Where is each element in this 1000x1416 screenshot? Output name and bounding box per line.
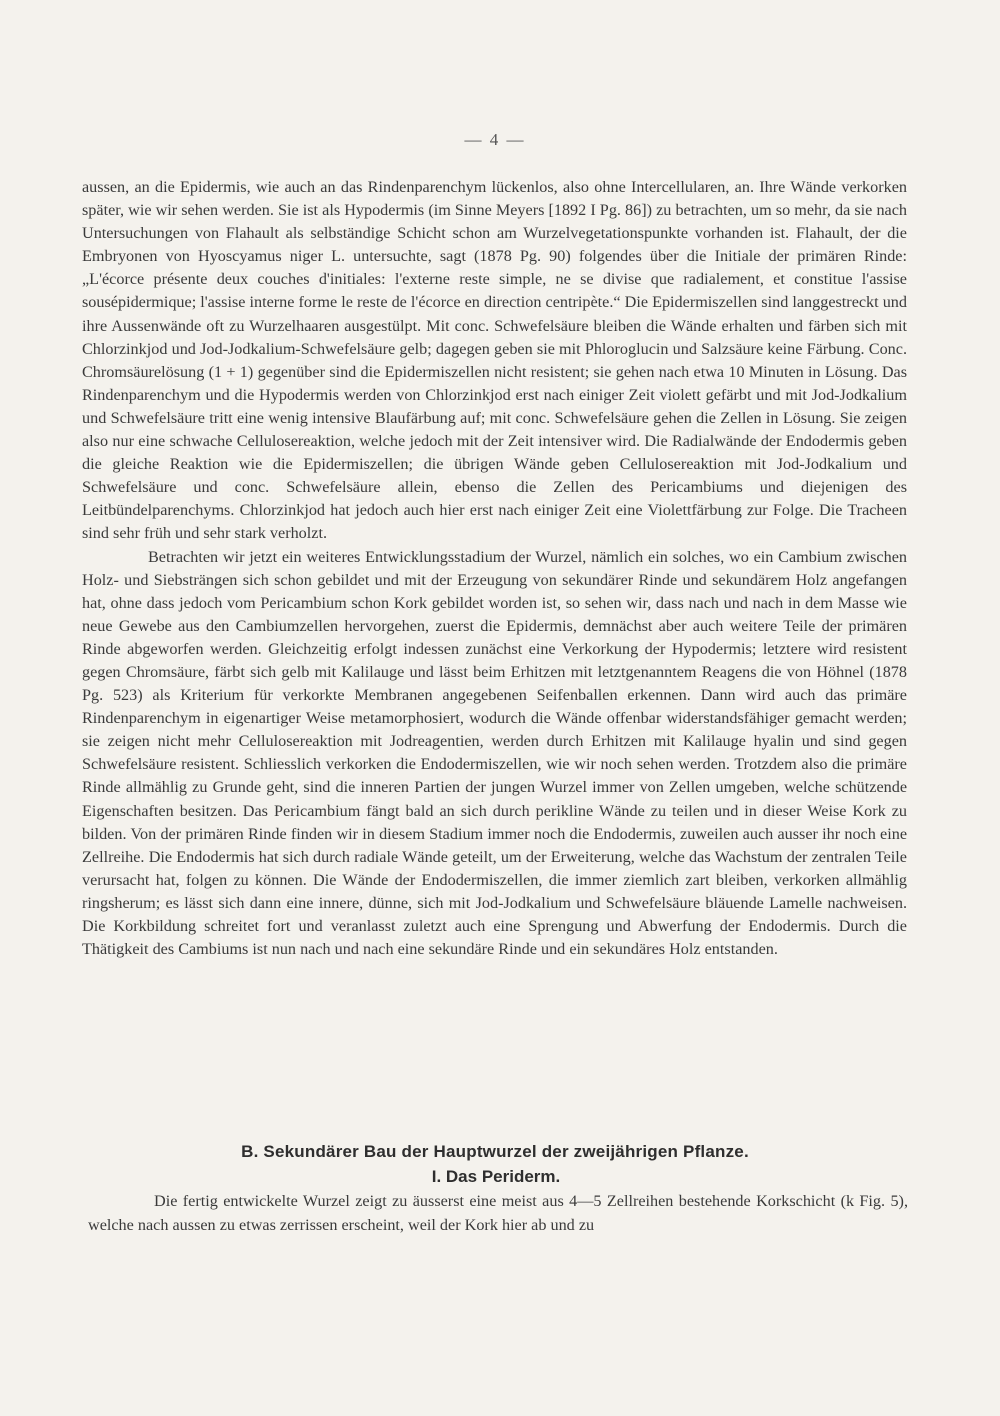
section-paragraph: Die fertig entwickelte Wurzel zeigt zu äusserst eine meist aus 4—5 Zellreihen bestehende Korkschicht (k Fig. 5), welche nach aussen zu etwas zerrissen erscheint, weil der Kork hier ab und zu — [88, 1192, 908, 1234]
section-heading-block — [0, 1140, 1000, 1189]
body-text — [82, 176, 907, 961]
page-number: — 4 — — [464, 130, 526, 149]
paragraph-2: Betrachten wir jetzt ein weiteres Entwicklungsstadium der Wurzel, nämlich ein solches, wo ein Cambium zwischen Holz- und Siebsträngen sich schon gebildet und mit der Erzeugung von sekundärer Rinde und sekundärem Holz angefangen hat, ohne dass jedoch vom Pericambium schon Kork gebildet worden ist, so sehen wir, dass nach und nach in dem Masse wie neue Gewebe aus den Cambiumzellen hervorgehen, zuerst die Epidermis, demnächst aber auch weitere Teile der primären Rinde abgeworfen werden. Gleichzeitig erfolgt indessen zunächst eine Verkorkung der Hypodermis; letztere wird resistent gegen Chromsäure, färbt sich gelb mit Kalilauge und lässt beim Erhitzen mit letztgenanntem Reagens die von Höhnel (1878 Pg. 523) als Kriterium für verkorkte Membranen angegebenen Seifenballen erkennen. Dann wird auch das primäre Rindenparenchym in eigenartiger Weise metamorphosiert, wodurch die Wände offenbar widerstandsfähiger gemacht werden; sie zeigen nicht mehr Cellulosereaktion mit Jodreagentien, werden durch Erhitzen mit Kalilauge hyalin und sind gegen Schwefelsäure resistent. Schliesslich verkorken die Endodermiszellen, wie wir noch sehen werden. Trotzdem also die primäre Rinde allmählig zu Grunde geht, sind die inneren Partien der jungen Wurzel immer von Zellen umgeben, welche schützende Eigenschaften besitzen. Das Pericambium fängt bald an sich durch perikline Wände zu teilen und in dieser Weise Kork zu bilden. Von der primären Rinde finden wir in diesem Stadium immer noch die Endodermis, zuweilen auch ausser ihr noch eine Zellreihe. Die Endodermis hat sich durch radiale Wände geteilt, um der Erweiterung, welche das Wachstum der zentralen Teile verursacht hat, folgen zu können. Die Wände der Endodermiszellen, die immer ziemlich zart bleiben, verkorken allmählig ringsherum; es lässt sich dann eine innere, dünne, sich mit Jod-Jodkalium und Schwefelsäure bläuende Lamelle nachweisen. Die Korkbildung schreitet fort und veranlasst zuletzt auch eine Sprengung und Abwerfung der Endodermis. Durch die Thätigkeit des Cambiums ist nun nach und nach eine sekundäre Rinde und ein sekundäres Holz entstanden. — [82, 547, 907, 959]
paragraph-1: aussen, an die Epidermis, wie auch an das Rindenparenchym lückenlos, also ohne Intercellularen, an. Ihre Wände verkorken später, wie wir sehen werden. Sie ist als Hypodermis (im Sinne Meyers [1892 I Pg. 86]) zu betrachten, um so mehr, da sie nach Untersuchungen von Flahault als selbständige Schicht schon am Wurzelvegetationspunkte vorhanden ist. Flahault, der die Embryonen von Hyoscyamus niger L. untersuchte, sagt (1878 Pg. 90) folgendes über die Initiale der primären Rinde: „L'écorce présente deux couches d'initiales: l'externe reste simple, ne se divise que radialement, et constitue l'assise sousépidermique; l'assise interne forme le reste de l'écorce en direction centripète.“ Die Epidermiszellen sind langgestreckt und ihre Aussenwände oft zu Wurzelhaaren ausgestülpt. Mit conc. Schwefelsäure bleiben die Wände erhalten und färben sich mit Chlorzinkjod und Jod-Jodkalium-Schwefelsäure gelb; dagegen geben sie mit Phloroglucin und Salzsäure keine Färbung. Conc. Chromsäurelösung (1 + 1) gegenüber sind die Epidermiszellen nicht resistent; sie gehen nach etwa 10 Minuten in Lösung. Das Rindenparenchym und die Hypodermis werden von Chlorzinkjod erst nach einiger Zeit violett gefärbt und mit Jod-Jodkalium und Schwefelsäure tritt eine wenig intensive Blaufärbung auf; mit conc. Schwefelsäure gehen die Zellen in Lösung. Sie zeigen also nur eine schwache Cellulosereaktion, welche jedoch mit der Zeit intensiver wird. Die Radialwände der Endodermis geben die gleiche Reaktion wie die Epidermiszellen; die übrigen Wände geben Cellulosereaktion mit Jod-Jodkalium und Schwefelsäure und conc. Schwefelsäure allein, ebenso die Zellen des Pericambiums und diejenigen des Leitbündelparenchyms. Chlorzinkjod hat jedoch auch hier erst nach einiger Zeit eine Violettfärbung zur Folge. Die Tracheen sind sehr früh und sehr stark verholzt. — [82, 178, 907, 543]
section-title: B. Sekundärer Bau der Hauptwurzel der zweijährigen Pflanze. — [241, 1142, 749, 1161]
section-text-block — [88, 1190, 908, 1237]
subsection-title: I. Das Periderm. — [431, 1167, 561, 1186]
